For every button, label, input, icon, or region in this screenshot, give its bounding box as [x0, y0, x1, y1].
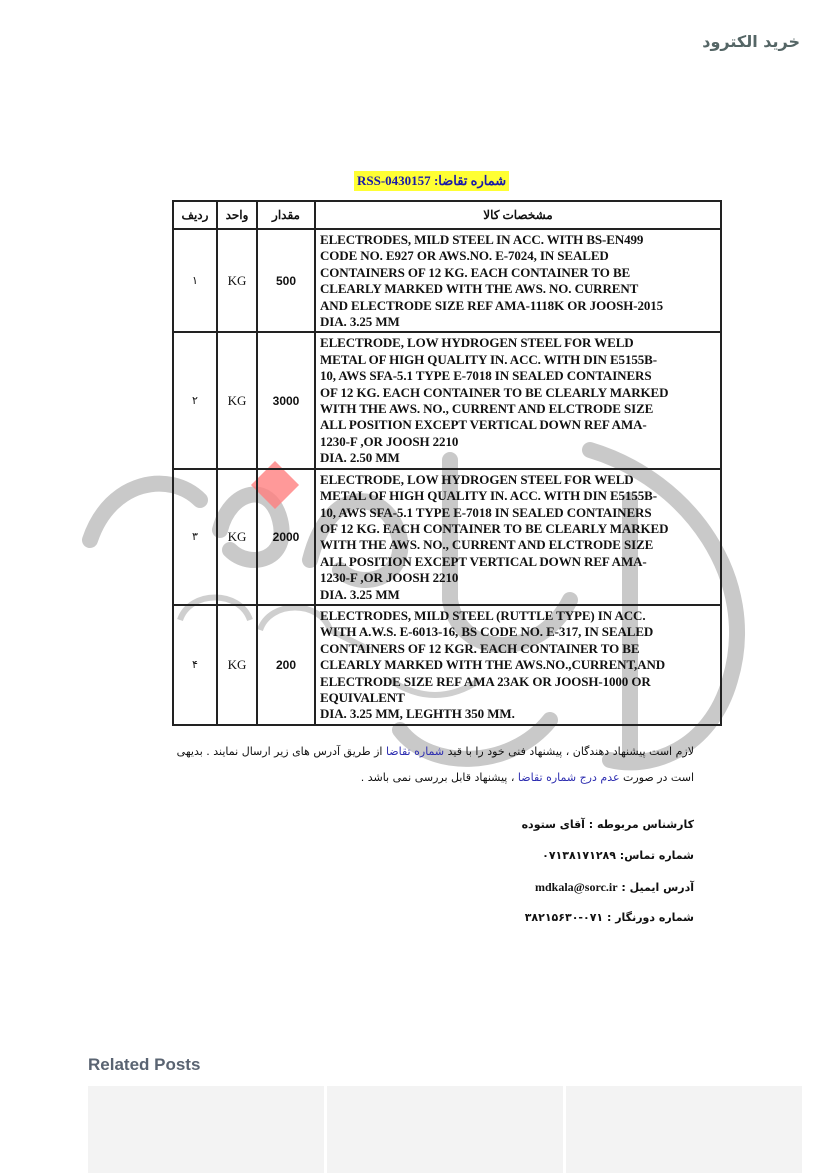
related-post-card[interactable] — [88, 1086, 324, 1173]
row-quantity: 500 — [257, 229, 315, 332]
row-unit: KG — [217, 229, 257, 332]
contact-expert: کارشناس مربوطه : آقای ستوده — [521, 818, 694, 831]
row-spec: ELECTRODE, LOW HYDROGEN STEEL FOR WELD METAL OF HIGH QUALITY IN. ACC. WITH DIN E5155B- 10, AWS SFA-5.1 TYPE E-7018 IN SEALED CONTAINERS OF 12 KG. EACH CONTAINER TO BE CLEARLY MARKED WITH THE AWS. NO., CURRENT AND ELCTRODE SIZE ALL POSITION EXCEPT VERTICAL DOWN REF AMA- 1230-F ,OR JOOSH 2210 DIA. 3.25 MM — [315, 469, 721, 605]
contact-phone: شماره تماس: ۰۷۱۳۸۱۷۱۲۸۹ — [542, 849, 694, 862]
header-spec: مشخصات کالا — [315, 201, 721, 229]
header-unit: واحد — [217, 201, 257, 229]
table-row — [173, 469, 721, 605]
row-number: ۱ — [173, 229, 217, 332]
header-row-number: ردیف — [173, 201, 217, 229]
table-row — [173, 229, 721, 332]
items-table — [172, 200, 722, 726]
table-header-row — [173, 201, 721, 229]
email-label: آدرس ایمیل : — [621, 881, 694, 894]
note-highlight-missing-number: عدم درج شماره تقاضا — [517, 771, 620, 784]
row-quantity: 3000 — [257, 332, 315, 468]
related-post-card[interactable] — [566, 1086, 802, 1173]
row-unit: KG — [217, 469, 257, 605]
contact-email-line — [535, 880, 694, 895]
note-text-2: از طریق آدرس های زیر ارسال نمایند . بدیهی است در صورت — [176, 745, 694, 784]
page-title: خرید الکترود — [702, 32, 800, 51]
row-number: ۴ — [173, 605, 217, 725]
note-text-1: لازم است پیشنهاد دهندگان ، پیشنهاد فنی خود را با قید — [444, 745, 694, 758]
header-quantity: مقدار — [257, 201, 315, 229]
row-number: ۳ — [173, 469, 217, 605]
request-number: شماره تقاضا: RSS-0430157 — [354, 171, 509, 191]
table-row — [173, 605, 721, 725]
note-highlight-request-number: شماره تقاضا — [385, 745, 445, 758]
contact-fax: شماره دورنگار : ۰۷۱-۳۸۲۱۵۶۳۰ — [524, 911, 694, 924]
email-address: mdkala@sorc.ir — [534, 880, 618, 894]
row-number: ۲ — [173, 332, 217, 468]
row-spec: ELECTRODES, MILD STEEL (RUTTLE TYPE) IN ACC. WITH A.W.S. E-6013-16, BS CODE NO. E-317, IN SEALED CONTAINERS OF 12 KGR. EACH CONTAINER TO BE CLEARLY MARKED WITH THE AWS.NO.,CURRENT,AND ELECTRODE SIZE REF AMA 23AK OR JOOSH-1000 OR EQUIVALENT DIA. 3.25 MM, LEGHTH 350 MM. — [315, 605, 721, 725]
related-post-card[interactable] — [327, 1086, 563, 1173]
submission-note — [172, 739, 694, 791]
row-unit: KG — [217, 605, 257, 725]
row-spec: ELECTRODE, LOW HYDROGEN STEEL FOR WELD METAL OF HIGH QUALITY IN. ACC. WITH DIN E5155B- 10, AWS SFA-5.1 TYPE E-7018 IN SEALED CONTAINERS OF 12 KG. EACH CONTAINER TO BE CLEARLY MARKED WITH THE AWS. NO., CURRENT AND ELCTRODE SIZE ALL POSITION EXCEPT VERTICAL DOWN REF AMA- 1230-F ,OR JOOSH 2210 DIA. 2.50 MM — [315, 332, 721, 468]
row-quantity: 200 — [257, 605, 315, 725]
related-posts-title: Related Posts — [88, 1055, 201, 1074]
row-unit: KG — [217, 332, 257, 468]
note-text-3: ، پیشنهاد قابل بررسی نمی باشد . — [360, 771, 518, 784]
table-row — [173, 332, 721, 468]
row-spec: ELECTRODES, MILD STEEL IN ACC. WITH BS-EN499 CODE NO. E927 OR AWS.NO. E-7024, IN SEALED CONTAINERS OF 12 KG. EACH CONTAINER TO BE CLEARLY MARKED WITH THE AWS. NO. CURRENT AND ELECTRODE SIZE REF AMA-1118K OR JOOSH-2015 DIA. 3.25 MM — [315, 229, 721, 332]
row-quantity: 2000 — [257, 469, 315, 605]
